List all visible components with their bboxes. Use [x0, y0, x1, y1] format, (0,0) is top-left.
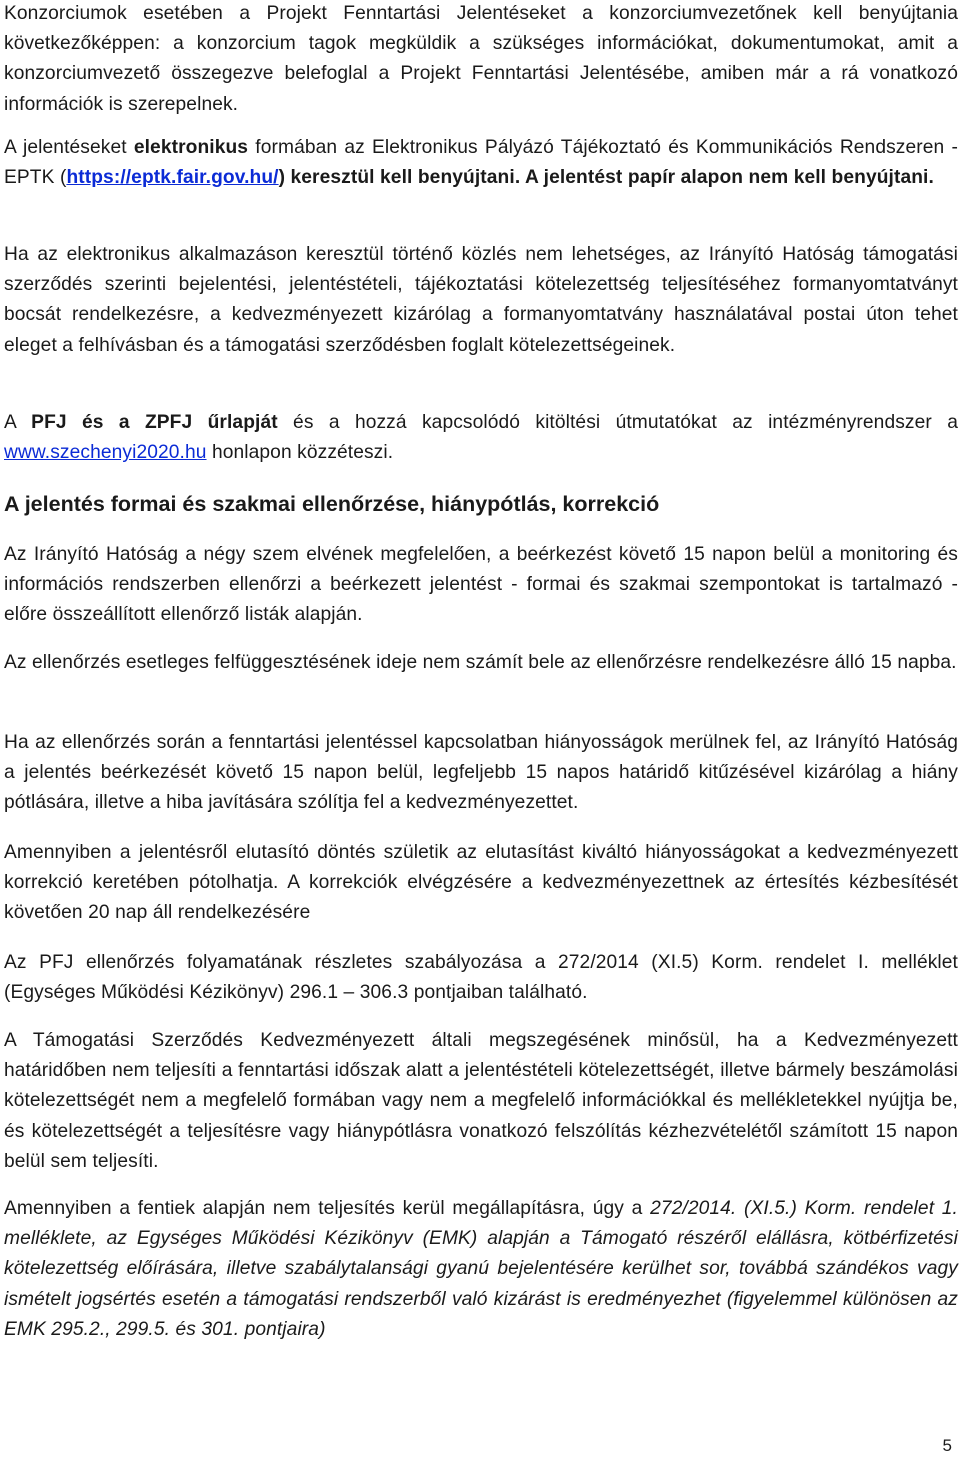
- paragraph-breach: A Támogatási Szerződés Kedvezményezett általi megszegésének minősül, ha a Kedvezményezett határidőben nem teljesíti a fenntartási időszak alatt a jelentéstételi kötelezettségét, illetve bármely beszámolási kötelezettségét nem a megfelelő formában vagy nem a megfelelő információkkal és mellékletekkel nyújtja be, és kötelezettségét a teljesítésre vagy hiánypótlásra vonatkozó felszólítás kézhezvételétől számított 15 napon belül sem teljesíti.: [4, 1030, 958, 1172]
- bold-forms: PFJ és a ZPFJ űrlapját: [31, 412, 278, 433]
- text-segment: Amennyiben a fentiek alapján nem teljesítés kerül megállapításra, úgy a: [4, 1198, 651, 1219]
- text-segment: formában az Elektronikus Pályázó Tájékoztató és Kommunikációs Rendszeren - EPTK (: [4, 137, 958, 189]
- bold-term-electronic: elektronikus: [133, 137, 249, 158]
- paragraph-consequences: [4, 1194, 958, 1345]
- szechenyi-link[interactable]: www.szechenyi2020.hu: [4, 442, 207, 464]
- text-segment: A: [4, 412, 32, 433]
- paragraph-electronic-submission: [4, 133, 958, 193]
- paragraph-suspension: Az ellenőrzés esetleges felfüggesztésének ideje nem számít bele az ellenőrzésre rendelkezésre álló 15 napba.: [4, 652, 957, 673]
- page-number: 5: [942, 1436, 952, 1455]
- paragraph-deficiencies: Ha az ellenőrzés során a fenntartási jelentéssel kapcsolatban hiányosságok merülnek fel, az Irányító Hatóság a jelentés beérkezését követő 15 napon belül, legfeljebb 15 napos határidő kitűzésével kizárólag a hiány pótlására, illetve a hiba javítására szólítja fel a kedvezményezettet.: [4, 732, 958, 814]
- italic-reference: 272/2014. (XI.5.) Korm. rendelet 1. melléklete, az Egységes Működési Kézikönyv (EMK) alapján a Támogató részéről elállásra, kötbérfizetési kötelezettség előírására, illetve szabálytalansági gyanú bejelentésére kerülhet sor, továbbá szándékos vagy ismételt jogsértés esetén a támogatási rendszerből való kizárást is eredményezhet (figyelemmel különösen az EMK 295.2., 299.5. és 301. pontjaira): [4, 1198, 958, 1340]
- paragraph-consortium: Konzorciumok esetében a Projekt Fenntartási Jelentéseket a konzorciumvezetőnek kell benyújtania következőképpen: a konzorcium tagok megküldik a szükséges információkat, dokumentumokat, amit a konzorciumvezető összegezve belefoglal a Projekt Fenntartási Jelentésébe, amiben már a rá vonatkozó információk is szerepelnek.: [4, 3, 958, 115]
- text-segment: A jelentéseket: [4, 137, 134, 158]
- paragraph-forms: [4, 408, 958, 468]
- bold-note-paper: A jelentést papír alapon nem kell benyújtani.: [520, 167, 934, 189]
- paragraph-correction: Amennyiben a jelentésről elutasító döntés születik az elutasítást kiváltó hiányosságokat a kedvezményezett korrekció keretében pótolhatja. A korrekciók elvégzésére a kedvezményezettnek az értesítés kézbesítését követően 20 nap áll rendelkezésére: [4, 842, 958, 924]
- paragraph-verification: Az Irányító Hatóság a négy szem elvének megfelelően, a beérkezést követő 15 napon belül a monitoring és információs rendszerben ellenőrzi a beérkezett jelentést - formai és szakmai szempontokat is tartalmazó - előre összeállított ellenőrző listák alapján.: [4, 544, 958, 626]
- eptk-link[interactable]: https://eptk.fair.gov.hu/: [66, 167, 279, 189]
- text-segment: honlapon közzéteszi.: [206, 442, 394, 464]
- text-segment: ) keresztül kell benyújtani.: [278, 167, 521, 189]
- text-segment: és a hozzá kapcsolódó kitöltési útmutatókat az intézményrendszer a: [277, 412, 958, 433]
- section-heading: A jelentés formai és szakmai ellenőrzése, hiánypótlás, korrekció: [4, 492, 660, 516]
- paragraph-regulation: Az PFJ ellenőrzés folyamatának részletes szabályozása a 272/2014 (XI.5) Korm. rendelet I. melléklet (Egységes Működési Kézikönyv) 296.1 – 306.3 pontjaiban található.: [4, 952, 958, 1004]
- paragraph-paper-alternative: Ha az elektronikus alkalmazáson keresztül történő közlés nem lehetséges, az Irányító Hatóság támogatási szerződés szerinti bejelentési, jelentéstételi, tájékoztatási kötelezettség teljesítéséhez formanyomtatványt bocsát rendelkezésre, a kedvezményezett kizárólag a formanyomtatvány használatával postai úton tehet eleget a felhívásban és a támogatási szerződésben foglalt kötelezettségeinek.: [4, 244, 958, 356]
